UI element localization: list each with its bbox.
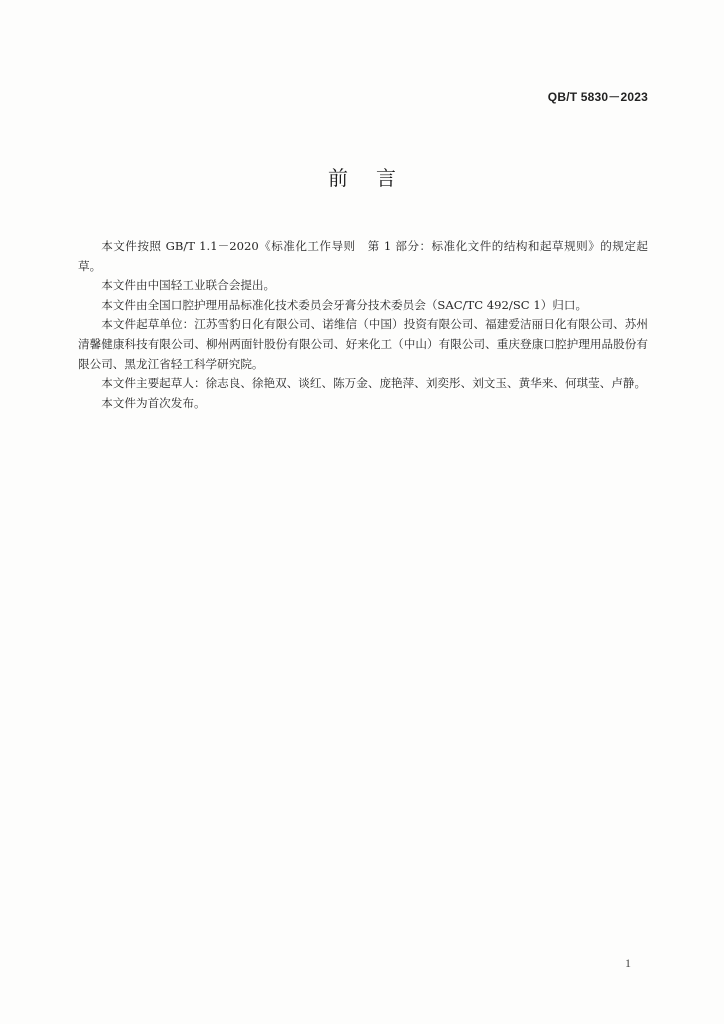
document-body — [78, 237, 648, 413]
paragraph-drafting-rules: 本文件按照 GB/T 1.1－2020《标准化工作导则 第 1 部分：标准化文件的结构和起草规则》的规定起草。 — [78, 239, 648, 273]
paragraph-drafters: 本文件主要起草人：徐志良、徐艳双、谈红、陈万金、庞艳萍、刘奕彤、刘文玉、黄华来、何琪莹、卢静。 — [101, 376, 647, 391]
paragraph-first-release: 本文件为首次发布。 — [101, 395, 206, 410]
page-title: 前言 — [328, 166, 424, 190]
page-number: 1 — [625, 956, 631, 970]
paragraph-administrator: 本文件由全国口腔护理用品标准化技术委员会牙膏分技术委员会（SAC/TC 492/SC 1）归口。 — [101, 297, 588, 312]
paragraph-proposer: 本文件由中国轻工业联合会提出。 — [101, 278, 276, 293]
standard-code: QB/T 5830－2023 — [547, 90, 648, 104]
paragraph-drafting-units: 本文件起草单位：江苏雪豹日化有限公司、诺维信（中国）投资有限公司、福建爱洁丽日化有限公司、苏州清馨健康科技有限公司、柳州两面针股份有限公司、好来化工（中山）有限公司、重庆登康口腔护理用品股份有限公司、黑龙江省轻工科学研究院。 — [78, 317, 648, 371]
